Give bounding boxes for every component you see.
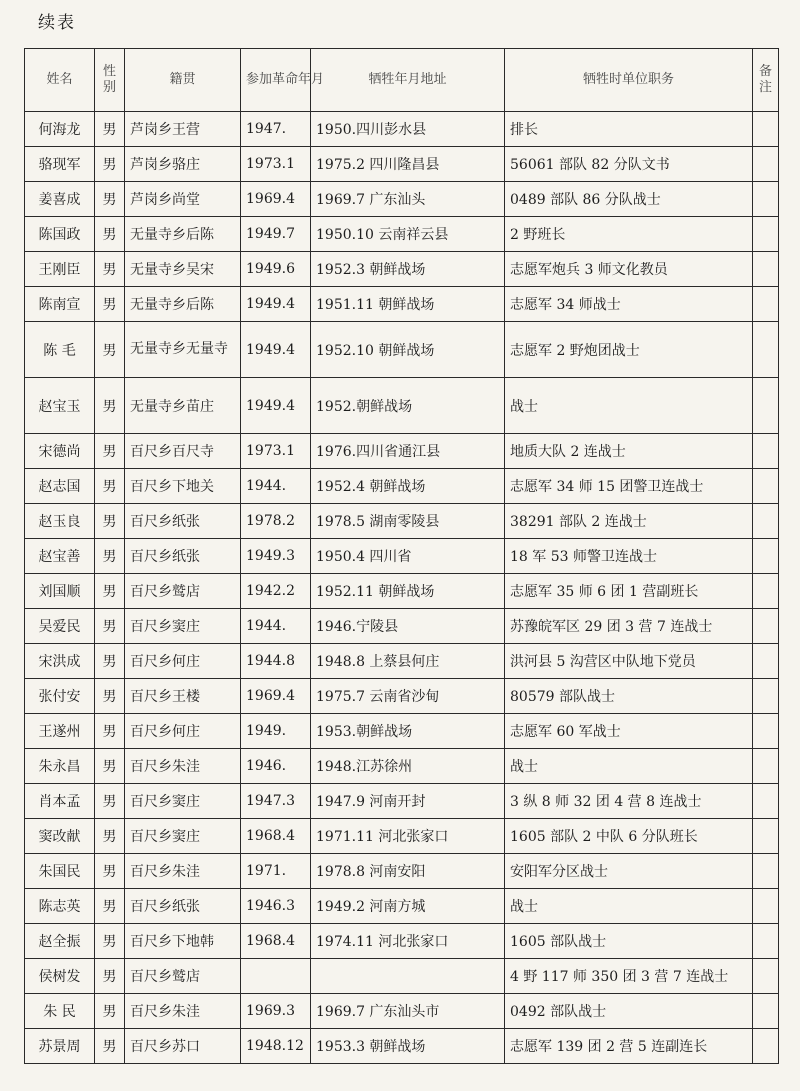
remark-cell bbox=[753, 217, 779, 252]
table-row bbox=[25, 819, 779, 854]
table-row bbox=[25, 217, 779, 252]
remark-cell bbox=[753, 574, 779, 609]
joined-cell: 1969.4 bbox=[241, 679, 311, 714]
table-row bbox=[25, 889, 779, 924]
sacrifice-cell: 1947.9 河南开封 bbox=[311, 784, 505, 819]
remark-cell bbox=[753, 252, 779, 287]
name-cell: 苏景周 bbox=[25, 1029, 95, 1064]
gender-cell: 男 bbox=[95, 994, 125, 1029]
joined-cell: 1944. bbox=[241, 469, 311, 504]
table-row bbox=[25, 784, 779, 819]
table-row bbox=[25, 112, 779, 147]
remark-cell bbox=[753, 112, 779, 147]
unit-cell: 志愿军 60 军战士 bbox=[505, 714, 753, 749]
hometown-cell: 无量寺乡无量寺 bbox=[125, 322, 241, 378]
unit-cell: 4 野 117 师 350 团 3 营 7 连战士 bbox=[505, 959, 753, 994]
unit-cell: 排长 bbox=[505, 112, 753, 147]
unit-cell: 志愿军 34 师战士 bbox=[505, 287, 753, 322]
sacrifice-cell: 1975.2 四川隆昌县 bbox=[311, 147, 505, 182]
gender-cell: 男 bbox=[95, 609, 125, 644]
unit-cell: 56061 部队 82 分队文书 bbox=[505, 147, 753, 182]
remark-cell bbox=[753, 434, 779, 469]
unit-cell: 0492 部队战士 bbox=[505, 994, 753, 1029]
joined-cell: 1978.2 bbox=[241, 504, 311, 539]
name-cell: 赵宝善 bbox=[25, 539, 95, 574]
unit-cell: 3 纵 8 师 32 团 4 营 8 连战士 bbox=[505, 784, 753, 819]
sacrifice-cell: 1978.8 河南安阳 bbox=[311, 854, 505, 889]
remark-cell bbox=[753, 994, 779, 1029]
name-cell: 王遂州 bbox=[25, 714, 95, 749]
name-cell: 姜喜成 bbox=[25, 182, 95, 217]
joined-cell: 1947. bbox=[241, 112, 311, 147]
joined-cell: 1947.3 bbox=[241, 784, 311, 819]
hometown-cell: 百尺乡下地关 bbox=[125, 469, 241, 504]
hometown-cell: 无量寺乡吴宋 bbox=[125, 252, 241, 287]
table-row bbox=[25, 322, 779, 378]
gender-cell: 男 bbox=[95, 889, 125, 924]
joined-cell: 1946. bbox=[241, 749, 311, 784]
table-row bbox=[25, 252, 779, 287]
header-unit: 牺牲时单位职务 bbox=[505, 49, 753, 112]
remark-cell bbox=[753, 924, 779, 959]
hometown-cell: 百尺乡窦庄 bbox=[125, 784, 241, 819]
hometown-cell: 百尺乡朱洼 bbox=[125, 749, 241, 784]
sacrifice-cell: 1953.朝鲜战场 bbox=[311, 714, 505, 749]
joined-cell: 1944. bbox=[241, 609, 311, 644]
sacrifice-cell: 1948.江苏徐州 bbox=[311, 749, 505, 784]
joined-cell: 1971. bbox=[241, 854, 311, 889]
gender-cell: 男 bbox=[95, 1029, 125, 1064]
remark-cell bbox=[753, 469, 779, 504]
table-row bbox=[25, 182, 779, 217]
hometown-cell: 芦岗乡尚堂 bbox=[125, 182, 241, 217]
hometown-cell: 百尺乡何庄 bbox=[125, 714, 241, 749]
remark-cell bbox=[753, 147, 779, 182]
sacrifice-cell: 1953.3 朝鲜战场 bbox=[311, 1029, 505, 1064]
unit-cell: 志愿军 2 野炮团战士 bbox=[505, 322, 753, 378]
header-row bbox=[25, 49, 779, 112]
joined-cell: 1942.2 bbox=[241, 574, 311, 609]
remark-cell bbox=[753, 378, 779, 434]
gender-cell: 男 bbox=[95, 539, 125, 574]
unit-cell: 志愿军 35 师 6 团 1 营副班长 bbox=[505, 574, 753, 609]
gender-cell: 男 bbox=[95, 182, 125, 217]
hometown-cell: 无量寺乡苗庄 bbox=[125, 378, 241, 434]
gender-cell: 男 bbox=[95, 252, 125, 287]
header-sacrifice: 牺牲年月地址 bbox=[311, 49, 505, 112]
remark-cell bbox=[753, 679, 779, 714]
header-hometown: 籍贯 bbox=[125, 49, 241, 112]
sacrifice-cell: 1952.3 朝鲜战场 bbox=[311, 252, 505, 287]
remark-cell bbox=[753, 784, 779, 819]
gender-cell: 男 bbox=[95, 959, 125, 994]
sacrifice-cell: 1949.2 河南方城 bbox=[311, 889, 505, 924]
sacrifice-cell: 1952.11 朝鲜战场 bbox=[311, 574, 505, 609]
unit-cell: 战士 bbox=[505, 889, 753, 924]
gender-cell: 男 bbox=[95, 112, 125, 147]
header-remark: 备注 bbox=[753, 49, 779, 112]
name-cell: 朱永昌 bbox=[25, 749, 95, 784]
joined-cell: 1969.3 bbox=[241, 994, 311, 1029]
gender-cell: 男 bbox=[95, 819, 125, 854]
gender-cell: 男 bbox=[95, 644, 125, 679]
gender-cell: 男 bbox=[95, 147, 125, 182]
name-cell: 窦改献 bbox=[25, 819, 95, 854]
header-name: 姓名 bbox=[25, 49, 95, 112]
remark-cell bbox=[753, 322, 779, 378]
name-cell: 肖本孟 bbox=[25, 784, 95, 819]
gender-cell: 男 bbox=[95, 784, 125, 819]
unit-cell: 战士 bbox=[505, 378, 753, 434]
gender-cell: 男 bbox=[95, 714, 125, 749]
name-cell: 何海龙 bbox=[25, 112, 95, 147]
unit-cell: 2 野班长 bbox=[505, 217, 753, 252]
gender-cell: 男 bbox=[95, 434, 125, 469]
name-cell: 王刚臣 bbox=[25, 252, 95, 287]
unit-cell: 1605 部队 2 中队 6 分队班长 bbox=[505, 819, 753, 854]
remark-cell bbox=[753, 749, 779, 784]
joined-cell: 1973.1 bbox=[241, 434, 311, 469]
name-cell: 陈国政 bbox=[25, 217, 95, 252]
name-cell: 陈志英 bbox=[25, 889, 95, 924]
table-row bbox=[25, 147, 779, 182]
joined-cell: 1949. bbox=[241, 714, 311, 749]
hometown-cell: 芦岗乡王营 bbox=[125, 112, 241, 147]
table-row bbox=[25, 959, 779, 994]
table-row bbox=[25, 749, 779, 784]
sacrifice-cell: 1974.11 河北张家口 bbox=[311, 924, 505, 959]
sacrifice-cell: 1971.11 河北张家口 bbox=[311, 819, 505, 854]
table-row bbox=[25, 504, 779, 539]
hometown-cell: 百尺乡纸张 bbox=[125, 889, 241, 924]
hometown-cell: 百尺乡下地韩 bbox=[125, 924, 241, 959]
joined-cell: 1944.8 bbox=[241, 644, 311, 679]
roster-body bbox=[25, 112, 779, 1064]
joined-cell: 1949.4 bbox=[241, 287, 311, 322]
sacrifice-cell bbox=[311, 959, 505, 994]
hometown-cell: 百尺乡朱洼 bbox=[125, 994, 241, 1029]
joined-cell: 1969.4 bbox=[241, 182, 311, 217]
hometown-cell: 百尺乡何庄 bbox=[125, 644, 241, 679]
joined-cell: 1949.4 bbox=[241, 378, 311, 434]
hometown-cell: 百尺乡鹫店 bbox=[125, 959, 241, 994]
sacrifice-cell: 1950.4 四川省 bbox=[311, 539, 505, 574]
joined-cell: 1948.12 bbox=[241, 1029, 311, 1064]
gender-cell: 男 bbox=[95, 924, 125, 959]
table-row bbox=[25, 539, 779, 574]
name-cell: 侯树发 bbox=[25, 959, 95, 994]
name-cell: 陈南宣 bbox=[25, 287, 95, 322]
hometown-cell: 百尺乡鹫店 bbox=[125, 574, 241, 609]
remark-cell bbox=[753, 854, 779, 889]
table-row bbox=[25, 574, 779, 609]
sacrifice-cell: 1948.8 上蔡县何庄 bbox=[311, 644, 505, 679]
gender-cell: 男 bbox=[95, 574, 125, 609]
sacrifice-cell: 1952.朝鲜战场 bbox=[311, 378, 505, 434]
table-row bbox=[25, 714, 779, 749]
sacrifice-cell: 1969.7 广东汕头 bbox=[311, 182, 505, 217]
name-cell: 赵志国 bbox=[25, 469, 95, 504]
unit-cell: 安阳军分区战士 bbox=[505, 854, 753, 889]
hometown-cell: 无量寺乡后陈 bbox=[125, 217, 241, 252]
remark-cell bbox=[753, 504, 779, 539]
remark-cell bbox=[753, 819, 779, 854]
unit-cell: 洪河县 5 沟营区中队地下党员 bbox=[505, 644, 753, 679]
name-cell: 朱国民 bbox=[25, 854, 95, 889]
gender-cell: 男 bbox=[95, 322, 125, 378]
joined-cell bbox=[241, 959, 311, 994]
joined-cell: 1949.3 bbox=[241, 539, 311, 574]
joined-cell: 1968.4 bbox=[241, 924, 311, 959]
remark-cell bbox=[753, 714, 779, 749]
name-cell: 赵全振 bbox=[25, 924, 95, 959]
joined-cell: 1949.7 bbox=[241, 217, 311, 252]
gender-cell: 男 bbox=[95, 854, 125, 889]
sacrifice-cell: 1969.7 广东汕头市 bbox=[311, 994, 505, 1029]
table-row bbox=[25, 1029, 779, 1064]
gender-cell: 男 bbox=[95, 749, 125, 784]
joined-cell: 1946.3 bbox=[241, 889, 311, 924]
unit-cell: 苏豫皖军区 29 团 3 营 7 连战士 bbox=[505, 609, 753, 644]
continued-caption: 续表 bbox=[38, 13, 76, 33]
name-cell: 朱 民 bbox=[25, 994, 95, 1029]
gender-cell: 男 bbox=[95, 287, 125, 322]
table-row bbox=[25, 644, 779, 679]
table-row bbox=[25, 609, 779, 644]
joined-cell: 1949.6 bbox=[241, 252, 311, 287]
hometown-cell: 芦岗乡骆庄 bbox=[125, 147, 241, 182]
name-cell: 张付安 bbox=[25, 679, 95, 714]
remark-cell bbox=[753, 644, 779, 679]
remark-cell bbox=[753, 609, 779, 644]
name-cell: 赵玉良 bbox=[25, 504, 95, 539]
unit-cell: 战士 bbox=[505, 749, 753, 784]
sacrifice-cell: 1975.7 云南省沙甸 bbox=[311, 679, 505, 714]
table-row bbox=[25, 434, 779, 469]
remark-cell bbox=[753, 1029, 779, 1064]
joined-cell: 1949.4 bbox=[241, 322, 311, 378]
hometown-cell: 百尺乡苏口 bbox=[125, 1029, 241, 1064]
sacrifice-cell: 1950.10 云南祥云县 bbox=[311, 217, 505, 252]
joined-cell: 1973.1 bbox=[241, 147, 311, 182]
header-joined: 参加革命年月 bbox=[241, 49, 311, 112]
unit-cell: 0489 部队 86 分队战士 bbox=[505, 182, 753, 217]
gender-cell: 男 bbox=[95, 504, 125, 539]
sacrifice-cell: 1952.4 朝鲜战场 bbox=[311, 469, 505, 504]
hometown-cell: 百尺乡纸张 bbox=[125, 539, 241, 574]
remark-cell bbox=[753, 287, 779, 322]
sacrifice-cell: 1950.四川彭水县 bbox=[311, 112, 505, 147]
table-row bbox=[25, 924, 779, 959]
hometown-cell: 无量寺乡后陈 bbox=[125, 287, 241, 322]
gender-cell: 男 bbox=[95, 217, 125, 252]
unit-cell: 1605 部队战士 bbox=[505, 924, 753, 959]
name-cell: 刘国顺 bbox=[25, 574, 95, 609]
name-cell: 骆现军 bbox=[25, 147, 95, 182]
name-cell: 赵宝玉 bbox=[25, 378, 95, 434]
unit-cell: 80579 部队战士 bbox=[505, 679, 753, 714]
sacrifice-cell: 1952.10 朝鲜战场 bbox=[311, 322, 505, 378]
gender-cell: 男 bbox=[95, 469, 125, 504]
hometown-cell: 百尺乡朱洼 bbox=[125, 854, 241, 889]
table-row bbox=[25, 469, 779, 504]
unit-cell: 志愿军炮兵 3 师文化教员 bbox=[505, 252, 753, 287]
hometown-cell: 百尺乡百尺寺 bbox=[125, 434, 241, 469]
name-cell: 陈 毛 bbox=[25, 322, 95, 378]
name-cell: 宋洪成 bbox=[25, 644, 95, 679]
hometown-cell: 百尺乡窦庄 bbox=[125, 819, 241, 854]
hometown-cell: 百尺乡窦庄 bbox=[125, 609, 241, 644]
martyr-roster-table bbox=[24, 48, 779, 1064]
table-row bbox=[25, 287, 779, 322]
remark-cell bbox=[753, 959, 779, 994]
gender-cell: 男 bbox=[95, 679, 125, 714]
sacrifice-cell: 1946.宁陵县 bbox=[311, 609, 505, 644]
unit-cell: 志愿军 34 师 15 团警卫连战士 bbox=[505, 469, 753, 504]
gender-cell: 男 bbox=[95, 378, 125, 434]
sacrifice-cell: 1951.11 朝鲜战场 bbox=[311, 287, 505, 322]
hometown-cell: 百尺乡纸张 bbox=[125, 504, 241, 539]
table-row bbox=[25, 994, 779, 1029]
remark-cell bbox=[753, 539, 779, 574]
unit-cell: 18 军 53 师警卫连战士 bbox=[505, 539, 753, 574]
unit-cell: 地质大队 2 连战士 bbox=[505, 434, 753, 469]
table-row bbox=[25, 854, 779, 889]
unit-cell: 38291 部队 2 连战士 bbox=[505, 504, 753, 539]
table-row bbox=[25, 679, 779, 714]
table-row bbox=[25, 378, 779, 434]
sacrifice-cell: 1978.5 湖南零陵县 bbox=[311, 504, 505, 539]
unit-cell: 志愿军 139 团 2 营 5 连副连长 bbox=[505, 1029, 753, 1064]
remark-cell bbox=[753, 182, 779, 217]
name-cell: 吴爱民 bbox=[25, 609, 95, 644]
header-gender: 性别 bbox=[95, 49, 125, 112]
name-cell: 宋德尚 bbox=[25, 434, 95, 469]
hometown-cell: 百尺乡王楼 bbox=[125, 679, 241, 714]
remark-cell bbox=[753, 889, 779, 924]
sacrifice-cell: 1976.四川省通江县 bbox=[311, 434, 505, 469]
joined-cell: 1968.4 bbox=[241, 819, 311, 854]
